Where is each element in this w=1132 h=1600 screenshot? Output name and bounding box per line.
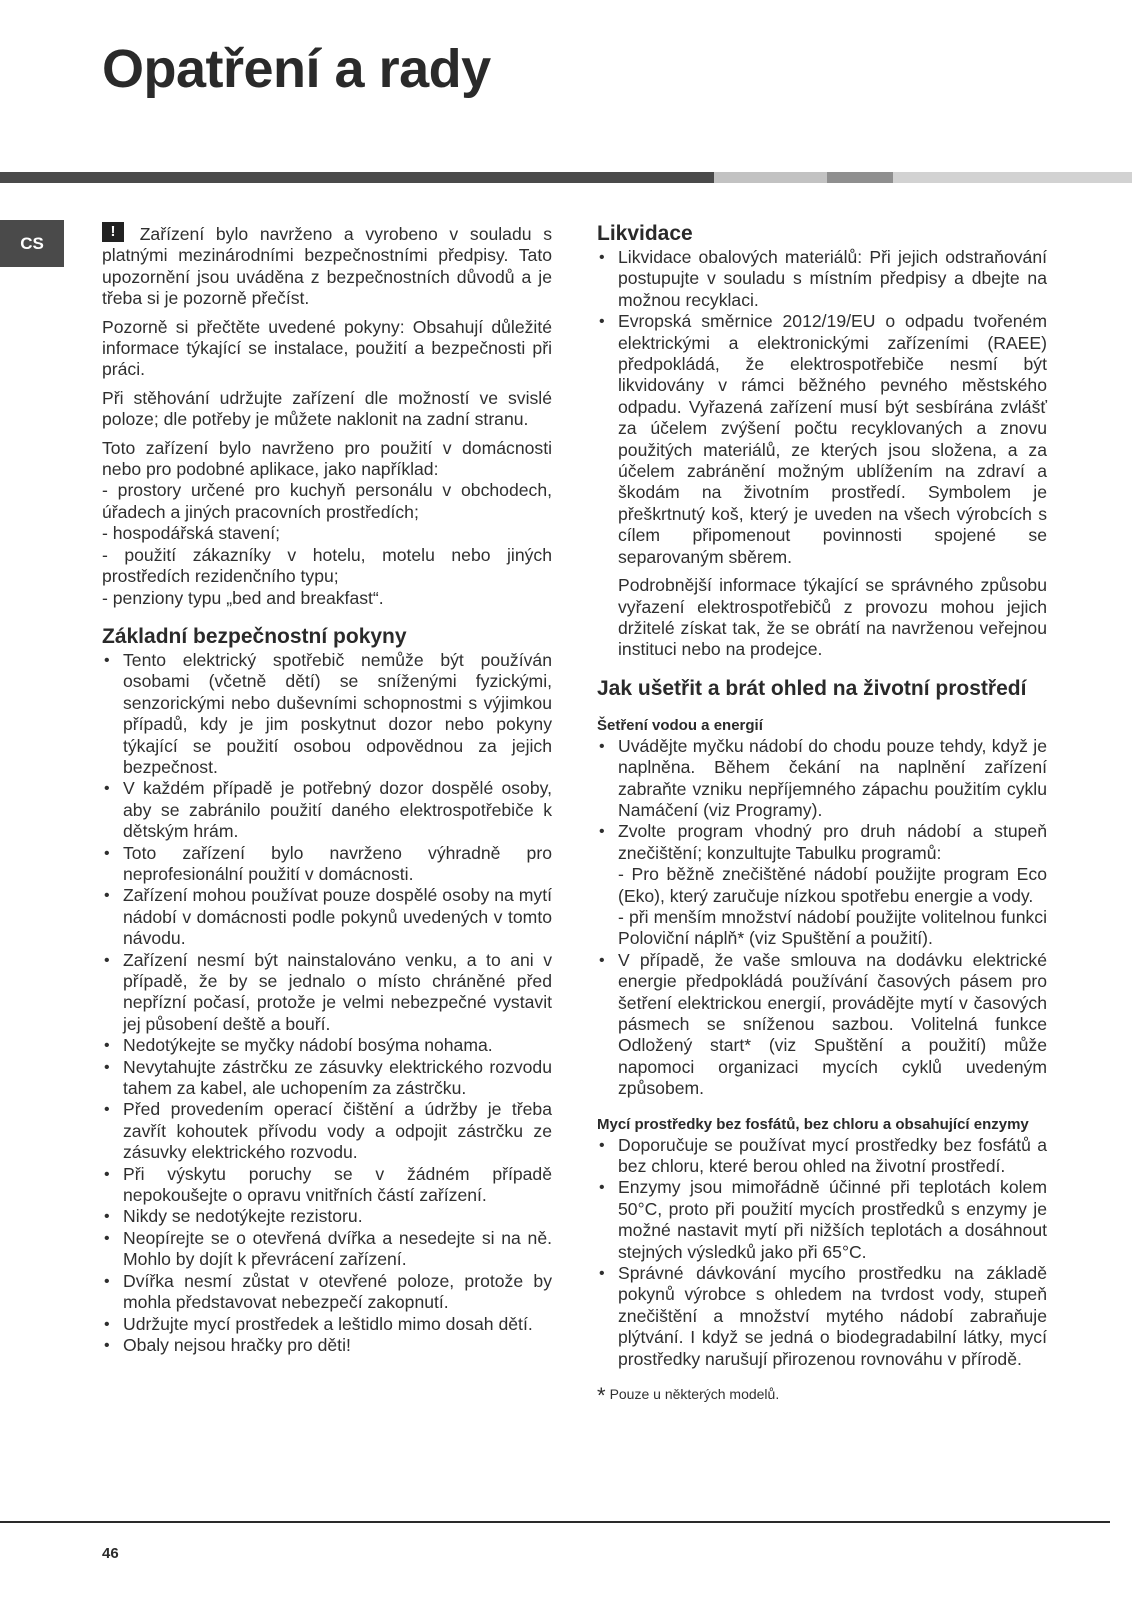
intro-paragraph: ! Zařízení bylo navrženo a vyrobeno v souladu s platnými mezinárodními bezpečnostními předpisy. Tato upozornění jsou uváděna z bezpečnostních důvodů a je třeba si je pozorně přečíst. [102, 222, 552, 310]
detergent-heading: Mycí prostředky bez fosfátů, bez chloru a obsahující enzymy [597, 1115, 1029, 1133]
usage-line: - hospodářská stavení; [102, 523, 280, 544]
language-tab: CS [0, 220, 64, 267]
usage-line: Toto zařízení bylo navrženo pro použití v domácnosti nebo pro podobné aplikace, jako například: [102, 437, 552, 480]
list-item: • Zařízení nesmí být nainstalováno venku, a to ani v případě, že by se jednalo o místo chráněné před nepřízní počasí, protože je velmi nebezpečné vystavit jej působení deště a bouří. [102, 950, 552, 1036]
list-item: • Obaly nejsou hračky pro děti! [102, 1335, 552, 1356]
warning-triangle-icon [102, 222, 124, 242]
footnote [597, 1383, 1047, 1409]
usage-line: - prostory určené pro kuchyň personálu v obchodech, úřadech a jiných pracovních prostředích; [102, 480, 552, 522]
list-item: • Správné dávkování mycího prostředku na základě pokynů výrobce s ohledem na tvrdost vody, stupeň znečištění a množství mytého nádobí zabraňuje plýtvání. I když se jedná o biodegradabilní látky, mycí prostředky narušují přirozenou rovnováhu v přírodě. [597, 1263, 1047, 1370]
program-sub-item: - při menším množství nádobí použijte volitelnou funkci Poloviční náplň* (viz Spuštění a použití). [618, 906, 1047, 949]
intro-paragraph: Pozorně si přečtěte uvedené pokyny: Obsahují důležité informace týkající se instalace, použití a bezpečnosti při práci. [102, 316, 552, 380]
list-item: • Nikdy se nedotýkejte rezistoru. [102, 1206, 552, 1227]
eco-heading: Jak ušetřit a brát ohled na životní prostředí [597, 676, 1027, 700]
disposal-list [597, 247, 1047, 568]
usage-line: - penziony typu „bed and breakfast“. [102, 587, 384, 608]
list-item: • Tento elektrický spotřebič nemůže být používán osobami (včetně dětí) se sníženými fyzickými, senzorickými nebo duševními schopnostmi s výjimkou případů, kdy je jim poskytnut dozor nebo pokyny týkající se použití osobou odpovědnou za jejich bezpečnost. [102, 650, 552, 778]
page-title: Opatření a rady [102, 39, 491, 99]
intro-paragraph: Při stěhování udržujte zařízení dle možností ve svislé poloze; dle potřeby je můžete naklonit na zadní stranu. [102, 387, 552, 430]
list-item: • V každém případě je potřebný dozor dospělé osoby, aby se zabránilo použití daného elektrospotřebiče k dětským hrám. [102, 778, 552, 842]
list-item: • Likvidace obalových materiálů: Při jejich odstraňování postupujte v souladu s místním předpisy a dbejte na možnou recyklaci. [597, 247, 1047, 311]
safety-list [102, 650, 552, 1356]
list-item: • Zařízení mohou používat pouze dospělé osoby na mytí nádobí v domácnosti podle pokynů uvedených v tomto návodu. [102, 885, 552, 949]
water-list [597, 736, 1047, 1100]
page-number: 46 [102, 1545, 119, 1562]
list-item: • Nevytahujte zástrčku ze zásuvky elektrického rozvodu tahem za kabel, ale uchopením za zástrčku. [102, 1057, 552, 1100]
list-item: • Toto zařízení bylo navrženo výhradně pro neprofesionální použití v domácnosti. [102, 843, 552, 886]
header-bar-light [714, 172, 827, 183]
footer-rule [0, 1521, 1110, 1523]
header-bar-mid [827, 172, 893, 183]
header-bar-dark [0, 172, 714, 183]
water-heading: Šetření vodou a energií [597, 716, 763, 734]
list-item: • V případě, že vaše smlouva na dodávku elektrické energie předpokládá používání časových pásem pro šetření elektrickou energií, provádějte mytí v časových pásmech se sníženou sazbou. Volitelná funkce Odložený start* (viz Spuštění a použití) může napomoci organizaci mycích cyklů uvedeným způsobem. [597, 950, 1047, 1100]
disposal-heading: Likvidace [597, 222, 693, 245]
left-column [102, 222, 552, 1363]
footnote-text: Pouze u některých modelů. [609, 1386, 780, 1403]
usage-line: - použití zákazníky v hotelu, motelu nebo jiných prostředích rezidenčního typu; [102, 544, 552, 587]
header-bar-pale [893, 172, 1132, 183]
disposal-note: Podrobnější informace týkající se správného způsobu vyřazení elektrospotřebičů z provozu mohou jejich držitelé získat tak, že se obrátí na navrženou veřejnou instituci nebo na prodejce. [618, 575, 1047, 660]
list-item: • Neopírejte se o otevřená dvířka a nesedejte si na ně. Mohlo by dojít k převrácení zařízení. [102, 1228, 552, 1271]
list-item: • Uvádějte myčku nádobí do chodu pouze tehdy, když je naplněna. Během čekání na naplnění zařízení zabraňte vzniku nepříjemného zápachu použitím cyklu Namáčení (viz Programy). [597, 736, 1047, 822]
list-item: • Udržujte mycí prostředek a leštidlo mimo dosah dětí. [102, 1314, 552, 1335]
list-item: • Před provedením operací čištění a údržby je třeba zavřít kohoutek přívodu vody a odpojit zástrčku ze zásuvky elektrického rozvodu. [102, 1099, 552, 1163]
footnote-star: * [597, 1383, 606, 1409]
right-column [597, 222, 1047, 1407]
list-item: • Při výskytu poruchy se v žádném případě nepokoušejte o opravu vnitřních částí zařízení. [102, 1164, 552, 1207]
safety-heading: Základní bezpečnostní pokyny [102, 624, 407, 648]
list-item: • Dvířka nesmí zůstat v otevřené poloze, protože by mohla představovat nebezpečí zakopnutí. [102, 1271, 552, 1314]
list-item: • Evropská směrnice 2012/19/EU o odpadu tvořeném elektrickými a elektronickými zařízeními (RAEE) předpokládá, že elektrospotřebiče nesmí být likvidovány v rámci běžného pevného městského odpadu. Vyřazená zařízení musí být sesbírána zvlášť za účelem zvýšení počtu recyklovaných a znovu použitých materiálů, ze kterých jsou složena, a za účelem zabránění možným ublížením na zdraví a škodám na životním prostředí. Symbolem je přeškrtnutý koš, který je uveden na všech výrobcích s cílem připomenout povinnosti spojené se separovaným sběrem. [597, 311, 1047, 568]
list-item: • Enzymy jsou mimořádně účinné při teplotách kolem 50°C, proto při použití mycích prostředků s enzymy je možné nastavit mytí při nižších teplotách a dosáhnout stejných výsledků jako při 65°C. [597, 1177, 1047, 1263]
program-sub-item: - Pro běžně znečištěné nádobí použijte program Eco (Eko), který zaručuje nízkou spotřebu energie a vody. [618, 864, 1047, 906]
detergent-list [597, 1135, 1047, 1370]
usage-paragraph [102, 438, 552, 609]
list-item: • Doporučuje se používat mycí prostředky bez fosfátů a bez chloru, které berou ohled na životní prostředí. [597, 1135, 1047, 1178]
list-item: • Zvolte program vhodný pro druh nádobí a stupeň znečištění; konzultujte Tabulku programů: - Pro běžně znečištěné nádobí použijte program Eco (Eko), který zaručuje nízkou spotřebu energie a vody. - při menším množství nádobí použijte volitelnou funkci Poloviční náplň* (viz Spuštění a použití). [597, 821, 1047, 949]
list-item: • Nedotýkejte se myčky nádobí bosýma nohama. [102, 1035, 552, 1056]
